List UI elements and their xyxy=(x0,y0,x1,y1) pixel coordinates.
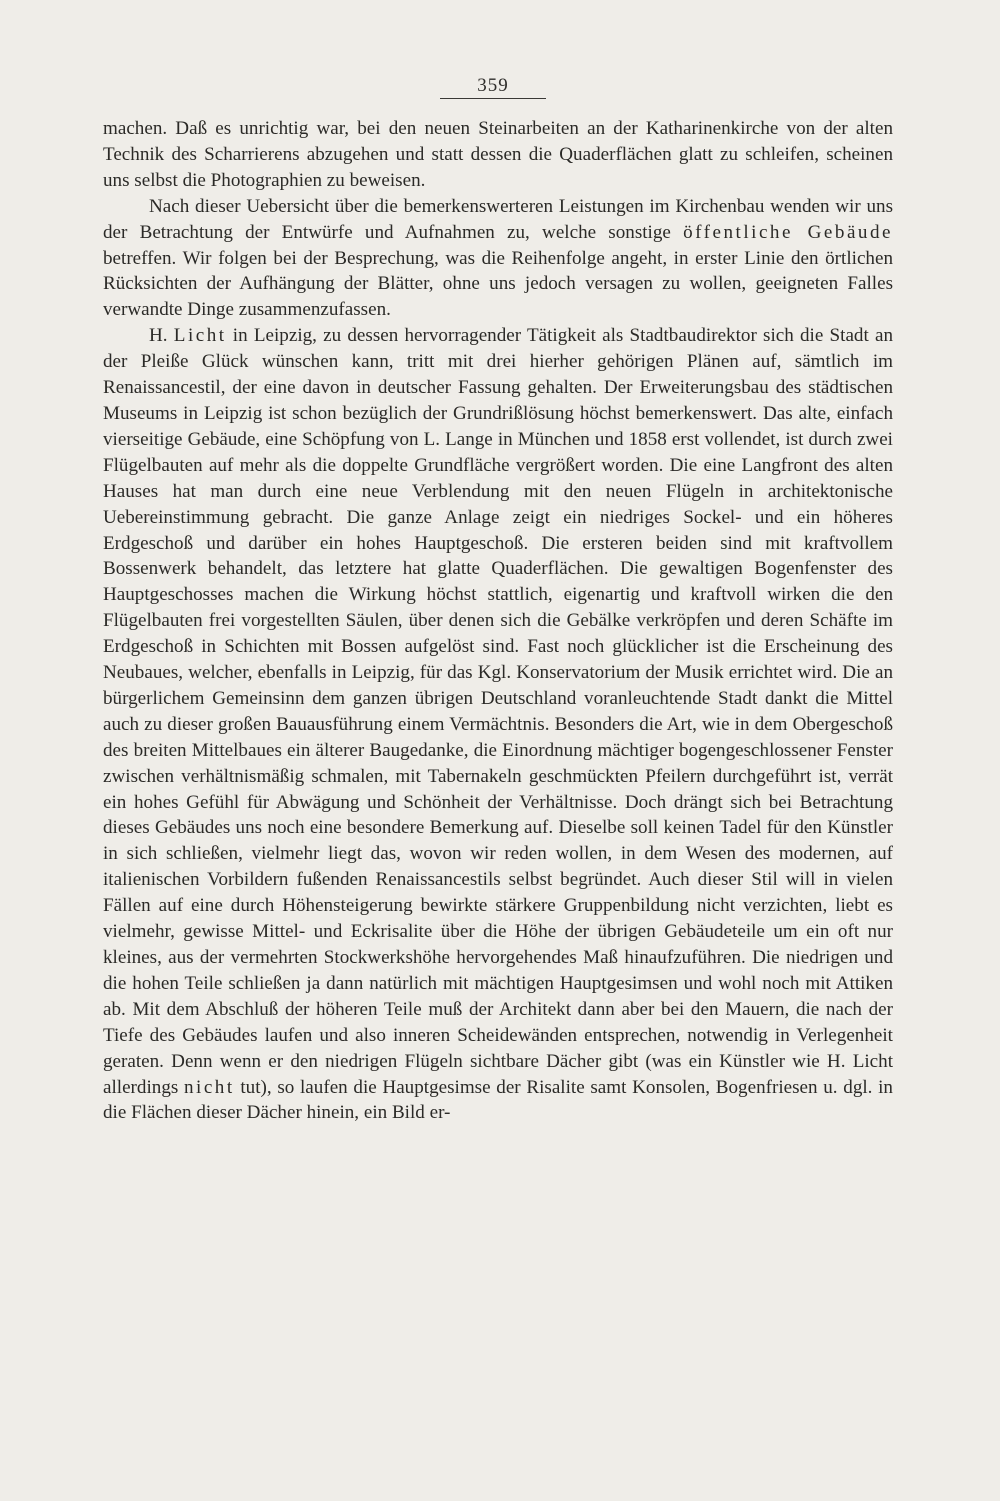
text-run: tut), so laufen die Hauptgesimse der Risalite samt Konsolen, Bogenfriesen u. dgl. in die Flächen dieser Dächer hinein, ein Bild er- xyxy=(103,1076,893,1124)
text-run: in Leipzig, zu dessen hervorragender Tätigkeit als Stadtbaudirektor sich die Stadt an der Pleiße Glück wünschen kann, tritt mit drei hierher gehörigen Plänen auf, sämtlich im Renaissancestil, der eine davon in deutscher Fassung gehalten. Der Erweiterungsbau des städtischen Museums in Leipzig ist schon bezüglich der Grundrißlösung höchst bemerkenswert. Das alte, einfach vierseitige Gebäude, eine Schöpfung von L. Lange in München und 1858 erst vollendet, ist durch zwei Flügelbauten auf mehr als die doppelte Grundfläche vergrößert worden. Die eine Langfront des alten Hauses hat man durch eine neue Verblendung mit den neuen Flügeln in architektonische Uebereinstimmung gebracht. Die ganze Anlage zeigt ein niedriges Sockel- und ein höheres Erdgeschoß und darüber ein hohes Hauptgeschoß. Die ersteren beiden sind mit kraftvollem Bossenwerk behandelt, das letztere hat glatte Quaderflächen. Die gewaltigen Bogenfenster des Hauptgeschosses machen die Wirkung höchst stattlich, eigenartig und kraftvoll wirken die den Flügelbauten frei vorgestellten Säulen, über denen sich die Gebälke verkröpfen und deren Schäfte im Erdgeschoß in Schichten mit Bossen aufgelöst sind. Fast noch glücklicher ist die Erscheinung des Neubaues, welcher, ebenfalls in Leipzig, für das Kgl. Konservatorium der Musik errichtet wird. Die an bürgerlichem Gemeinsinn dem ganzen übrigen Deutschland voranleuchtende Stadt dankt die Mittel auch zu dieser großen Bauausführung einem Vermächtnis. Besonders die Art, wie in dem Obergeschoß des breiten Mittelbaues ein älterer Baugedanke, die Einordnung mächtiger bogengeschlossener Fenster zwischen verhältnismäßig schmalen, mit Tabernakeln geschmückten Pfeilern durchgeführt ist, verrät ein hohes Gefühl für Abwägung und Schönheit der Verhältnisse. Doch drängt sich bei Betrachtung dieses Gebäudes uns noch eine besondere Bemerkung auf. Dieselbe soll keinen Tadel für den Künstler in sich schließen, vielmehr liegt das, wovon wir reden wollen, in dem Wesen des modernen, auf italienischen Vorbildern fußenden Renaissancestils selbst begründet. Auch dieser Stil will in vielen Fällen auf eine durch Höhensteigerung bewirkte stärkere Gruppenbildung nicht verzichten, liebt es vielmehr, gewisse Mittel- und Eckrisalite über die Höhe der übrigen Gebäudeteile um ein oft nur kleines, aus der vermehrten Stockwerkshöhe hervorgehendes Maß hinaufzuführen. Die niedrigen und die hohen Teile schließen ja dann natürlich mit mächtigen Hauptgesimsen und wohl noch mit Attiken ab. Mit dem Abschluß der höheren Teile muß der Architekt dann aber bei den Mauern, die nach der Tiefe des Gebäudes laufen und also inneren Scheidewänden entsprechen, notwendig in Verlegenheit geraten. Denn wenn er den niedrigen Flügeln sichtbare Dächer gibt (was ein Künstler wie H. Licht allerdings xyxy=(103,325,893,1098)
paragraph-2 xyxy=(103,194,893,324)
text-run: betreffen. Wir folgen bei der Besprechung, was die Reihenfolge angeht, in erster Linie den örtlichen Rücksichten der Aufhängung der Blätter, ohne uns jedoch versagen zu wollen, geeigneten Falles verwandte Dinge zusammenzufassen. xyxy=(103,247,893,321)
text-run: Nach dieser Uebersicht über die bemerkenswerteren Leistungen im Kirchenbau wenden wir uns der Betrachtung der Entwürfe und Aufnahmen zu, welche sonstige xyxy=(103,195,893,243)
spaced-emphasis: Licht xyxy=(173,325,227,347)
paragraph-3 xyxy=(103,323,893,1126)
paragraph-1 xyxy=(103,116,893,194)
text-run: H. xyxy=(149,325,174,347)
spaced-emphasis: nicht xyxy=(183,1076,235,1098)
text-run: machen. Daß es unrichtig war, bei den neuen Steinarbeiten an der Katharinenkirche von der alten Technik des Scharrierens abzugehen und statt dessen die Quaderflächen glatt zu schleifen, scheinen uns selbst die Photographien zu beweisen. xyxy=(103,118,893,191)
spaced-emphasis: öffentliche Gebäude xyxy=(683,221,893,243)
page-number: 359 xyxy=(440,76,546,99)
body-text xyxy=(103,116,893,1126)
